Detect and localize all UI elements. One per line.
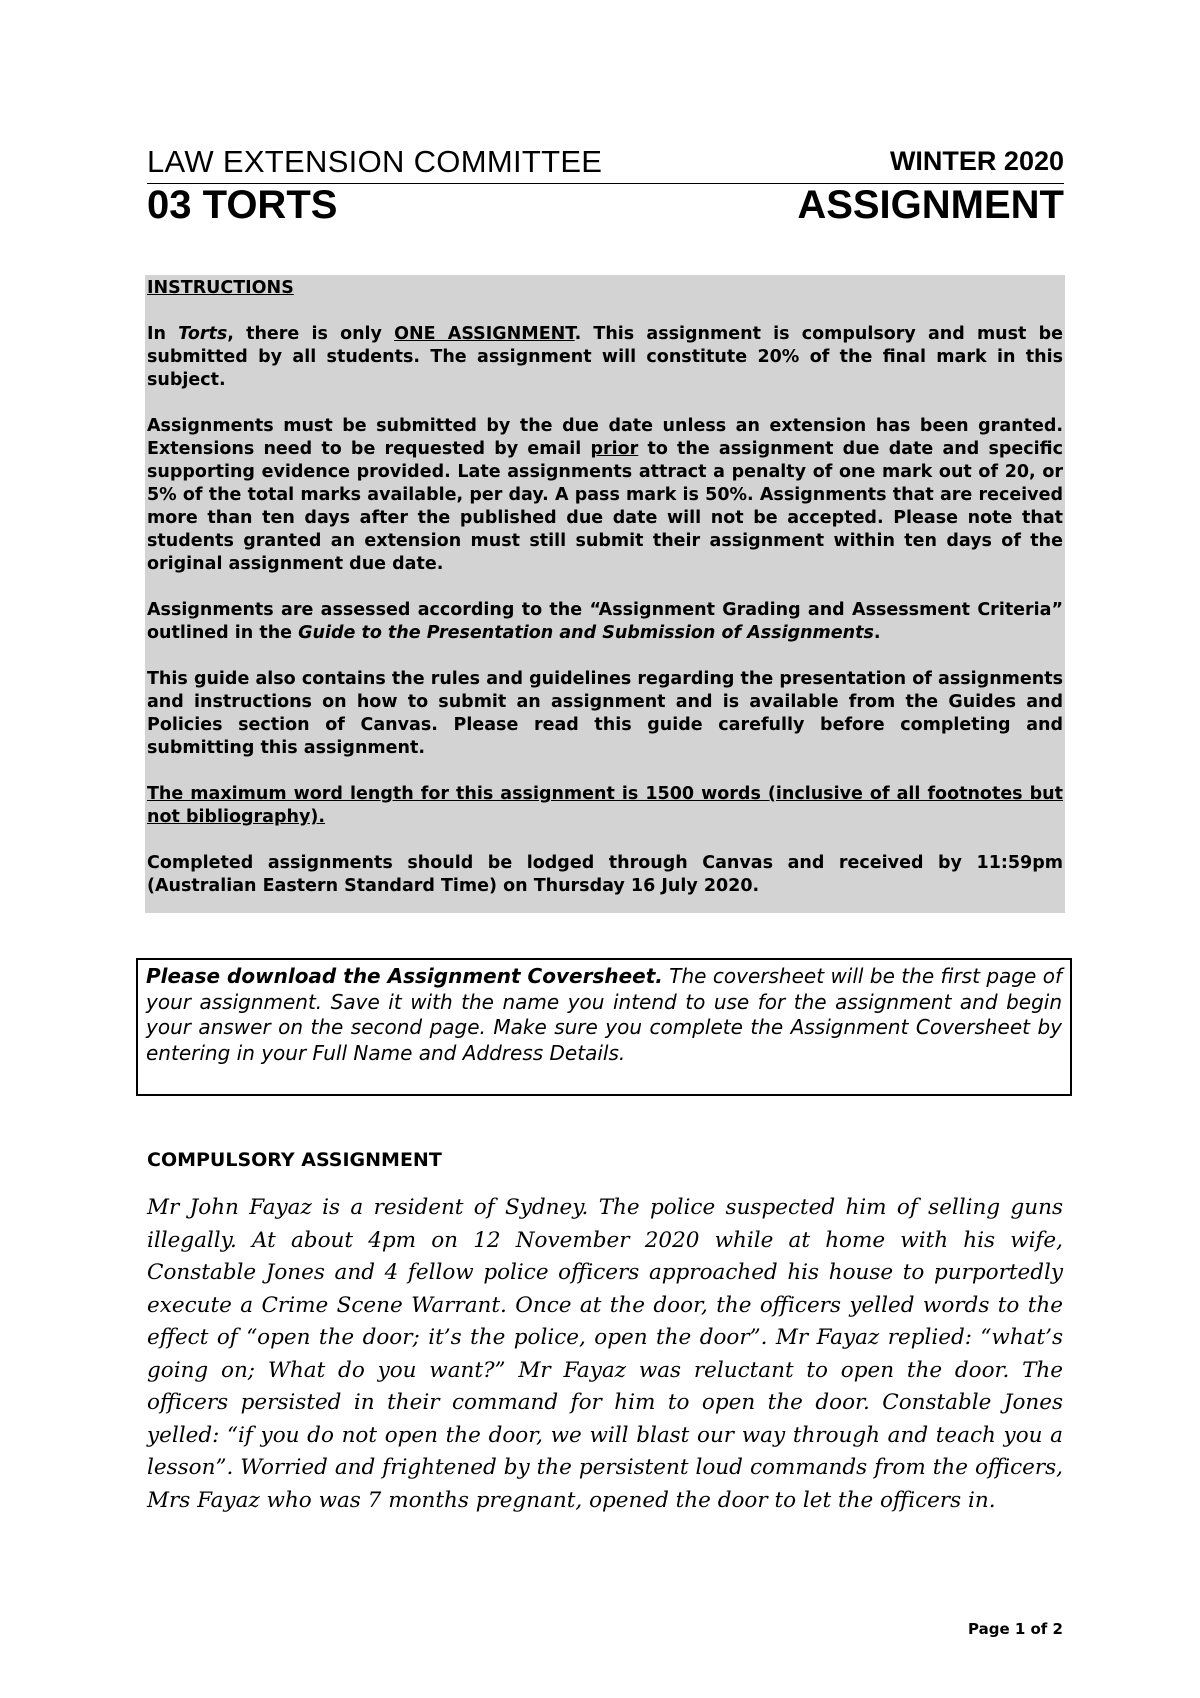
instructions-paragraph-4: This guide also contains the rules and guidelines regarding the presentation of assignments and instructions on how to submit an assignment and is available from the Guides and Policies section of Canvas. Please read this guide carefully before completing and submitting this assignment. <box>147 669 1063 758</box>
coversheet-notice-box <box>136 958 1072 1096</box>
instructions-heading: INSTRUCTIONS <box>147 278 294 298</box>
coversheet-lead: Please download the Assignment Coversheet. <box>146 964 663 988</box>
word-limit-notice: The maximum word length for this assignment is 1500 words (inclusive of all footnotes but not bibliography). <box>147 784 1063 827</box>
subject-title: 03 TORTS <box>147 183 338 227</box>
compulsory-assignment-heading: COMPULSORY ASSIGNMENT <box>147 1149 442 1171</box>
subject-name-italic: Torts <box>178 324 228 344</box>
instructions-paragraph-2: Assignments must be submitted by the due date unless an extension has been granted. Extensions need to be requested by email prior to the assignment due date and specific supporting evidence provided. Late assignments attract a penalty of one mark out of 20, or 5% of the total marks available, per day. A pass mark is 50%. Assignments that are received more than ten days after the published due date will not be accepted. Please note that students granted an extension must still submit their assignment within ten days of the original assignment due date. <box>147 416 1063 574</box>
instructions-paragraph-1: In Torts, there is only ONE ASSIGNMENT. This assignment is compulsory and must be submitted by all students. The assignment will constitute 20% of the final mark in this subject. <box>147 324 1063 390</box>
submission-deadline: Completed assignments should be lodged through Canvas and received by 11:59pm (Australian Eastern Standard Time) on Thursday 16 July 2020. <box>147 853 1063 896</box>
committee-title: LAW EXTENSION COMMITTEE <box>147 144 603 179</box>
one-assignment-emphasis: ONE ASSIGNMENT <box>394 324 575 344</box>
header-bottom-row <box>147 183 1064 233</box>
guide-title-italic: Guide to the Presentation and Submission of Assignments <box>298 623 874 643</box>
instructions-paragraph-3: Assignments are assessed according to the “Assignment Grading and Assessment Criteria” outlined in the Guide to the Presentation and Submission of Assignments. <box>147 600 1063 643</box>
assessment-kind: ASSIGNMENT <box>797 183 1064 227</box>
instructions-box <box>145 275 1065 913</box>
coversheet-body: The coversheet will be the first page of your assignment. Save it with the name you intend to use for the assignment and begin your answer on the second page. Make sure you complete the Assignment Coversheet by entering in your Full Name and Address Details. <box>146 964 1062 1065</box>
prior-emphasis: prior <box>590 439 639 459</box>
assignment-scenario: Mr John Fayaz is a resident of Sydney. The police suspected him of selling guns illegally. At about 4pm on 12 November 2020 while at home with his wife, Constable Jones and 4 fellow police officers approached his house to purportedly execute a Crime Scene Warrant. Once at the door, the officers yelled words to the effect of “open the door; it’s the police, open the door”. Mr Fayaz replied: “what’s going on; What do you want?” Mr Fayaz was reluctant to open the door. The officers persisted in their command for him to open the door. Constable Jones yelled: “if you do not open the door, we will blast our way through and teach you a lesson”. Worried and frightened by the persistent loud commands from the officers, Mrs Fayaz who was 7 months pregnant, opened the door to let the officers in. <box>147 1195 1063 1513</box>
page-number: Page 1 of 2 <box>968 1620 1063 1638</box>
term-label: WINTER 2020 <box>889 146 1064 176</box>
header-top-row <box>147 144 1064 184</box>
